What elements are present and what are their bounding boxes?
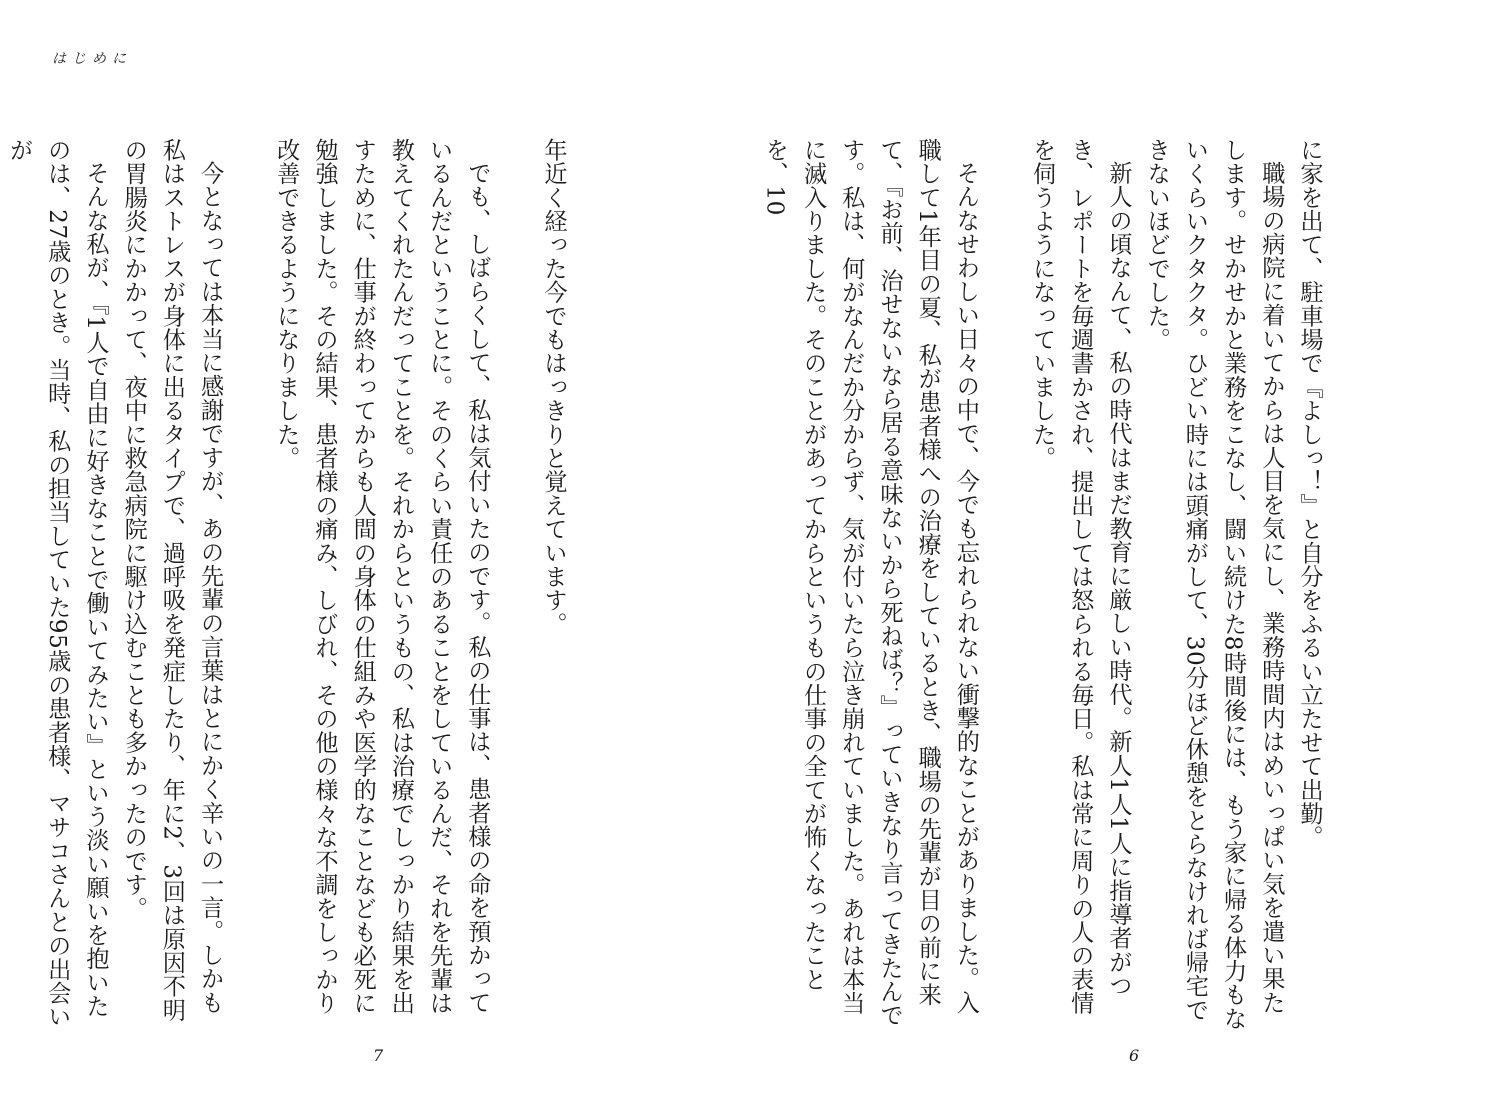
paragraph: 年近く経った今でもはっきりと覚えています。 <box>540 138 567 636</box>
left-page-text <box>5 138 572 1038</box>
page-number-right: 6 <box>1129 1046 1140 1065</box>
paragraph: に家を出て、駐車場で『よしっ！』と自分をふるい立たせて出勤。 <box>1296 138 1323 849</box>
running-head: はじめに <box>52 51 132 67</box>
page-number-left: 7 <box>373 1046 384 1065</box>
paragraph: 新人の頃なんて、私の時代はまだ教育に厳しい時代。新人1人1人に指導者がつき、レポートを毎週書かされ、提出しては怒られる毎日。私は常に周りの人の表情を伺うようになっていました。 <box>1028 138 1132 1015</box>
paragraph: そんなせわしい日々の中で、今でも忘れられない衝撃的なことがありました。入職して1年目の夏、私が患者様への治療をしているとき、職場の先輩が目の前に来て、『お前、治せないなら居る意味ないから死ねば？』っていきなり言ってきたんです。私は、何がなんだか分からず、気が付いたら泣き崩れていました。あれは本当に滅入りました。そのことがあってからというもの仕事の全てが怖くなったことを、10 <box>761 138 980 1027</box>
paragraph-gap <box>496 138 534 148</box>
paragraph-gap <box>229 138 267 148</box>
paragraph: 今となっては本当に感謝ですが、あの先輩の言葉はとにかく辛いの一言。しかも私はストレスが身体に出るタイプで、過呼吸を発症したり、年に2、3回は原因不明の胃腸炎にかかって、夜中に救急病院に駆け込むことも多かったのです。 <box>120 138 224 1022</box>
paragraph: 職場の病院に着いてからは人目を気にし、業務時間内はめいっぱい気を遣い果たします。せかせかと業務をこなし、闘い続けた8時間後には、もう家に帰る体力もないくらいクタクタ。ひどい時には頭痛がして、30分ほど休憩をとらなければ帰宅できないほどでした。 <box>1143 138 1285 1031</box>
paragraph: でも、しばらくして、私は気付いたのです。私の仕事は、患者様の命を預かっているんだということに。そのくらい責任のあることをしているんだ、それを先輩は教えてくれたんだってことを。それからというもの、私は治療でしっかり結果を出すために、仕事が終わってからも人間の身体の仕組みや医学的なことなども必死に勉強しました。その結果、患者様の痛み、しびれ、その他の様々な不調をしっかり改善できるようになりました。 <box>272 138 491 1015</box>
paragraph-gap <box>984 138 1022 148</box>
paragraph: そんな私が、『1人で自由に好きなことで働いてみたい』という淡い願いを抱いたのは、27歳のとき。当時、私の担当していた95歳の患者様、マサコさんとの出会いが <box>5 138 109 1029</box>
right-page-text <box>761 138 1328 1038</box>
